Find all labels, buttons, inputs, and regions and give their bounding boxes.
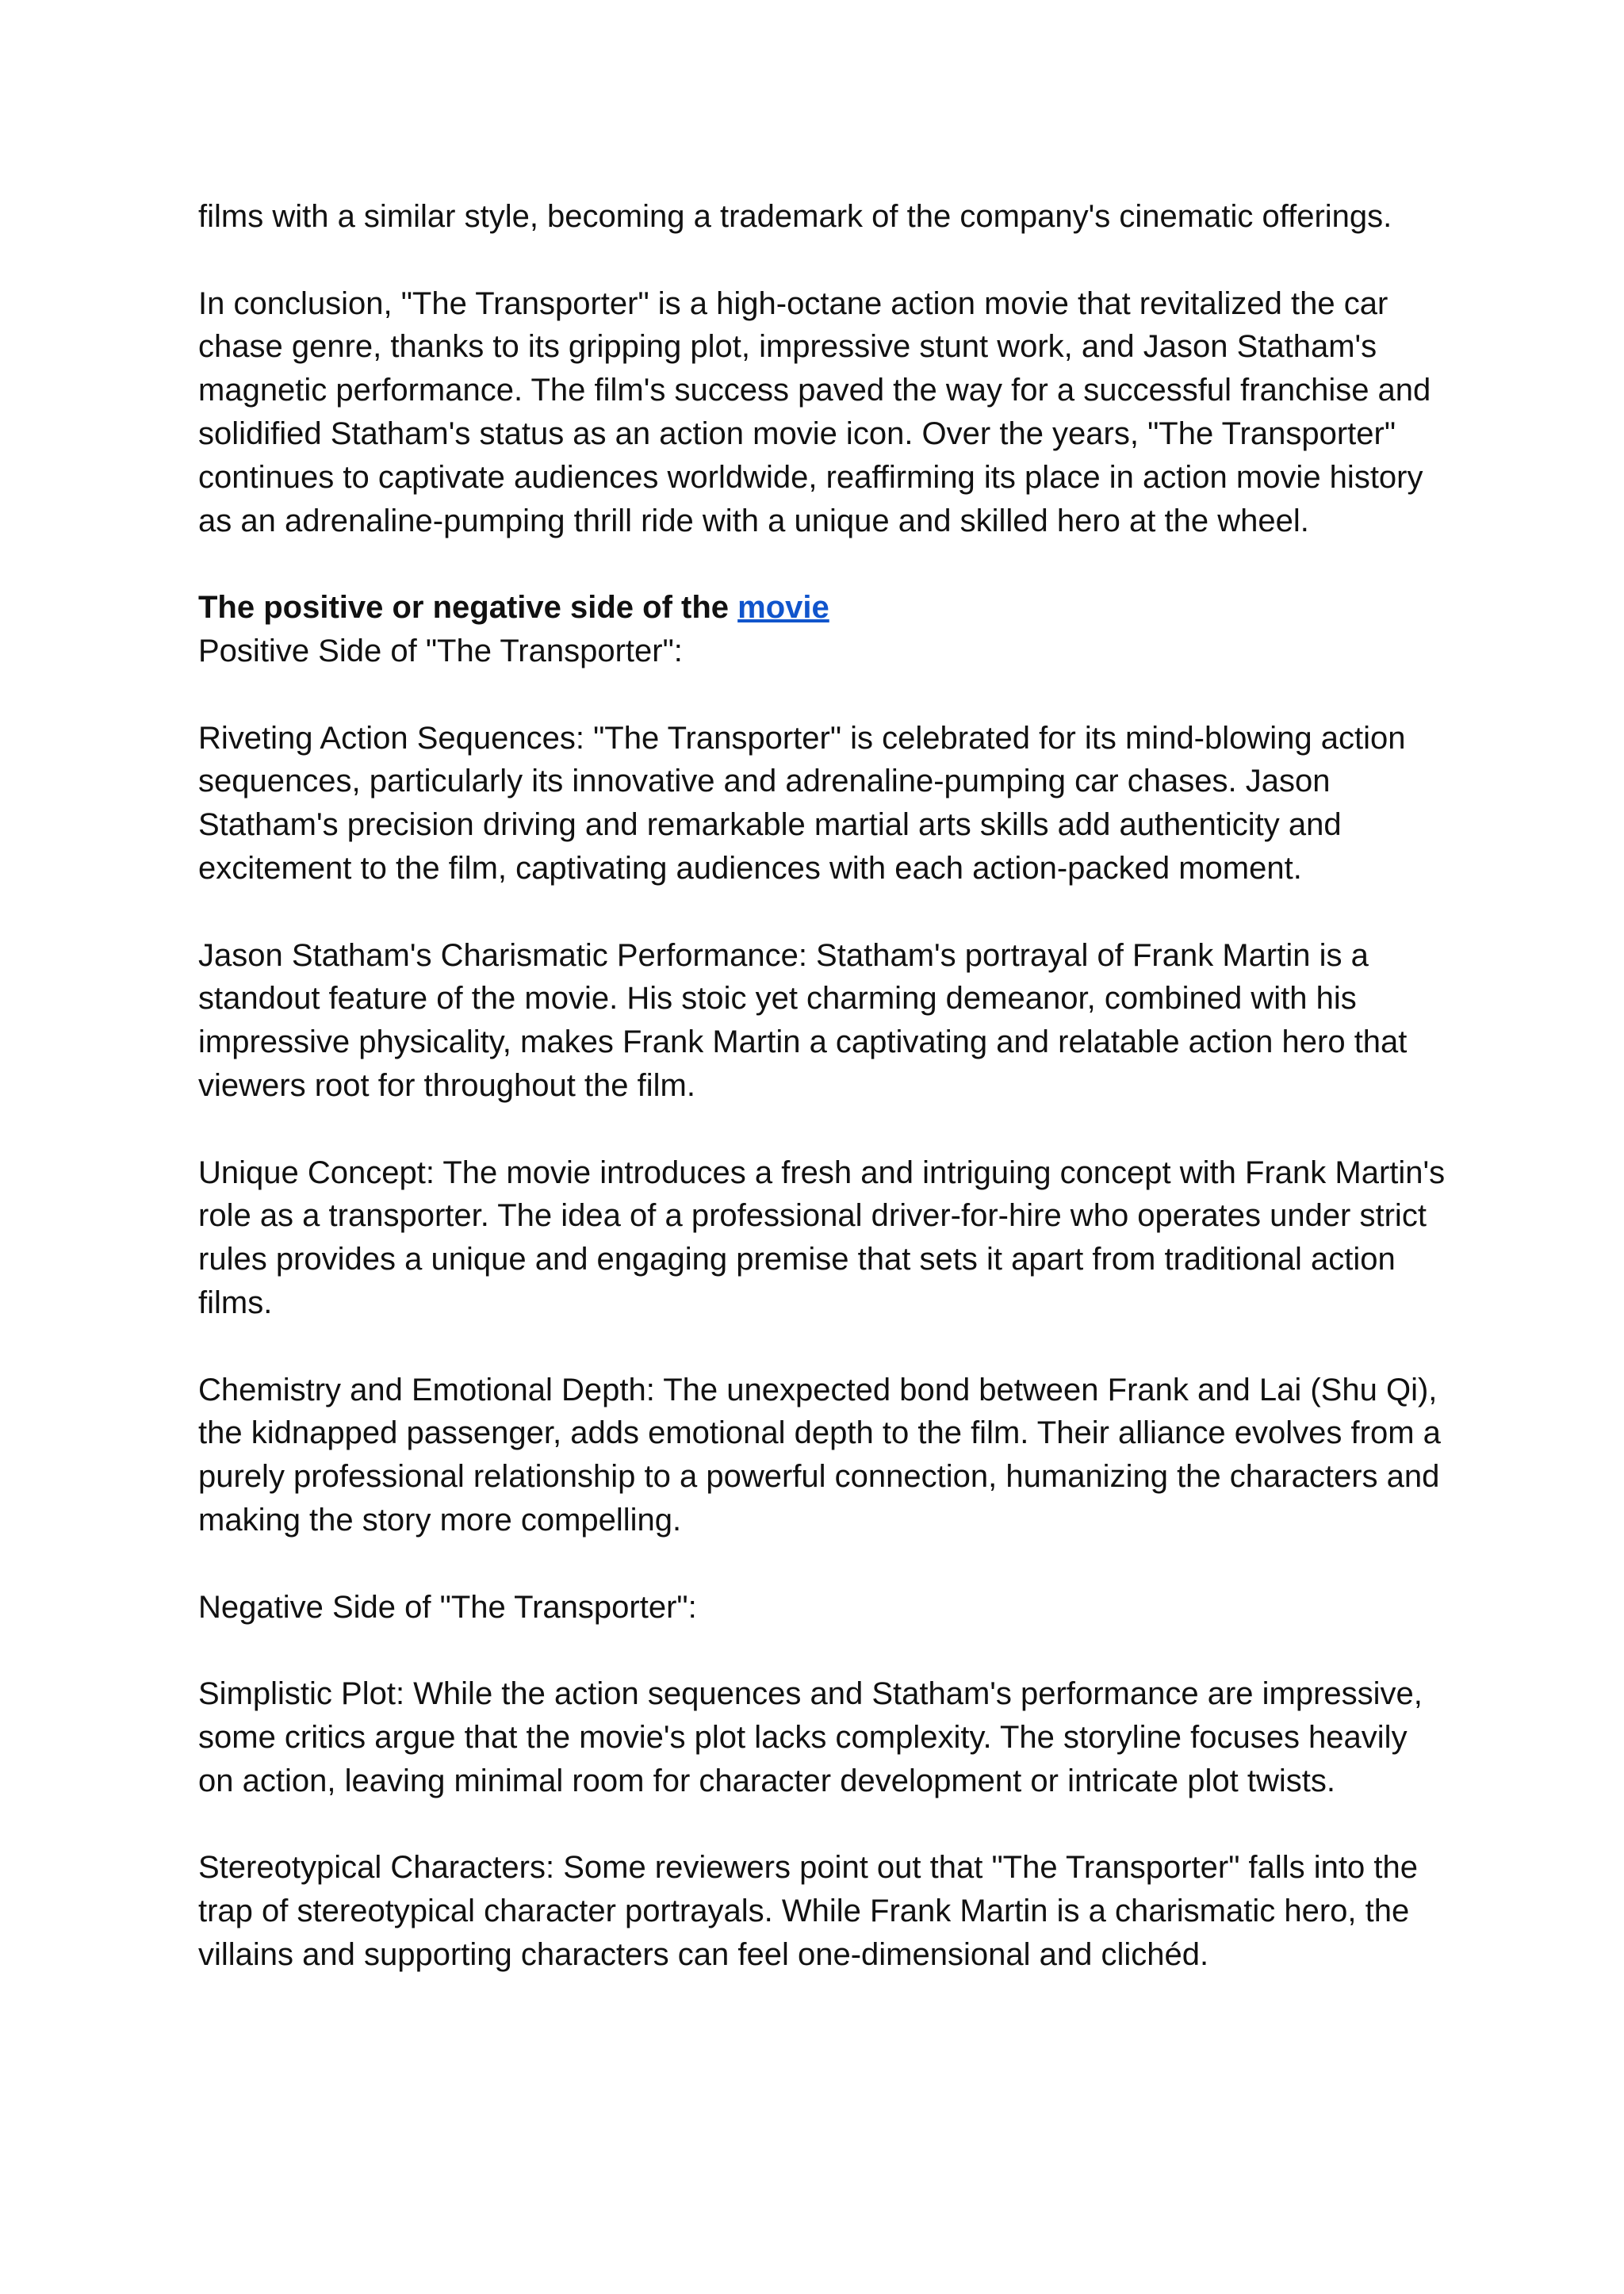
negative-point-stereotypical-characters: Stereotypical Characters: Some reviewers point out that "The Transporter" falls into the trap of stereotypical character portrayals. While Frank Martin is a charismatic hero, the villains and supporting characters can feel one-dimensional and clichéd. [198, 1850, 1419, 1972]
conclusion-paragraph: In conclusion, "The Transporter" is a high-octane action movie that revitalized the car chase genre, thanks to its gripping plot, impressive stunt work, and Jason Statham's magnetic performance. The film's success paved the way for a successful franchise and solidified Statham's status as an action movie icon. Over the years, "The Transporter" continues to captivate audiences worldwide, reaffirming its place in action movie history as an adrenaline-pumping thrill ride with a unique and skilled hero at the wheel. [198, 285, 1431, 538]
positive-heading: Positive Side of "The Transporter": [198, 633, 683, 668]
document-page [198, 195, 1451, 1977]
section-heading-text: The positive or negative side of the [198, 590, 738, 626]
movie-link[interactable]: movie [737, 590, 829, 626]
positive-point-action-sequences: Riveting Action Sequences: "The Transporter" is celebrated for its mind-blowing action sequences, particularly its innovative and adrenaline-pumping car chases. Jason Statham's precision driving and remarkable martial arts skills add authenticity and excitement to the film, captivating audiences with each action-packed moment. [198, 720, 1406, 886]
intro-fragment-paragraph: films with a similar style, becoming a trademark of the company's cinematic offerings. [198, 199, 1392, 234]
section-heading [198, 586, 1451, 630]
negative-point-simplistic-plot: Simplistic Plot: While the action sequences and Statham's performance are impressive, some critics argue that the movie's plot lacks complexity. The storyline focuses heavily on action, leaving minimal room for character development or intricate plot twists. [198, 1676, 1423, 1798]
positive-point-charismatic-performance: Jason Statham's Charismatic Performance: Statham's portrayal of Frank Martin is a standout feature of the movie. His stoic yet charming demeanor, combined with his impressive physicality, makes Frank Martin a captivating and relatable action hero that viewers root for throughout the film. [198, 937, 1408, 1103]
negative-heading: Negative Side of "The Transporter": [198, 1589, 697, 1625]
positive-point-chemistry: Chemistry and Emotional Depth: The unexpected bond between Frank and Lai (Shu Qi), the kidnapped passenger, adds emotional depth to the film. Their alliance evolves from a purely professional relationship to a powerful connection, humanizing the characters and making the story more compelling. [198, 1372, 1441, 1538]
positive-point-unique-concept: Unique Concept: The movie introduces a fresh and intriguing concept with Frank Martin's role as a transporter. The idea of a professional driver-for-hire who operates under strict rules provides a unique and engaging premise that sets it apart from traditional action films. [198, 1155, 1446, 1320]
